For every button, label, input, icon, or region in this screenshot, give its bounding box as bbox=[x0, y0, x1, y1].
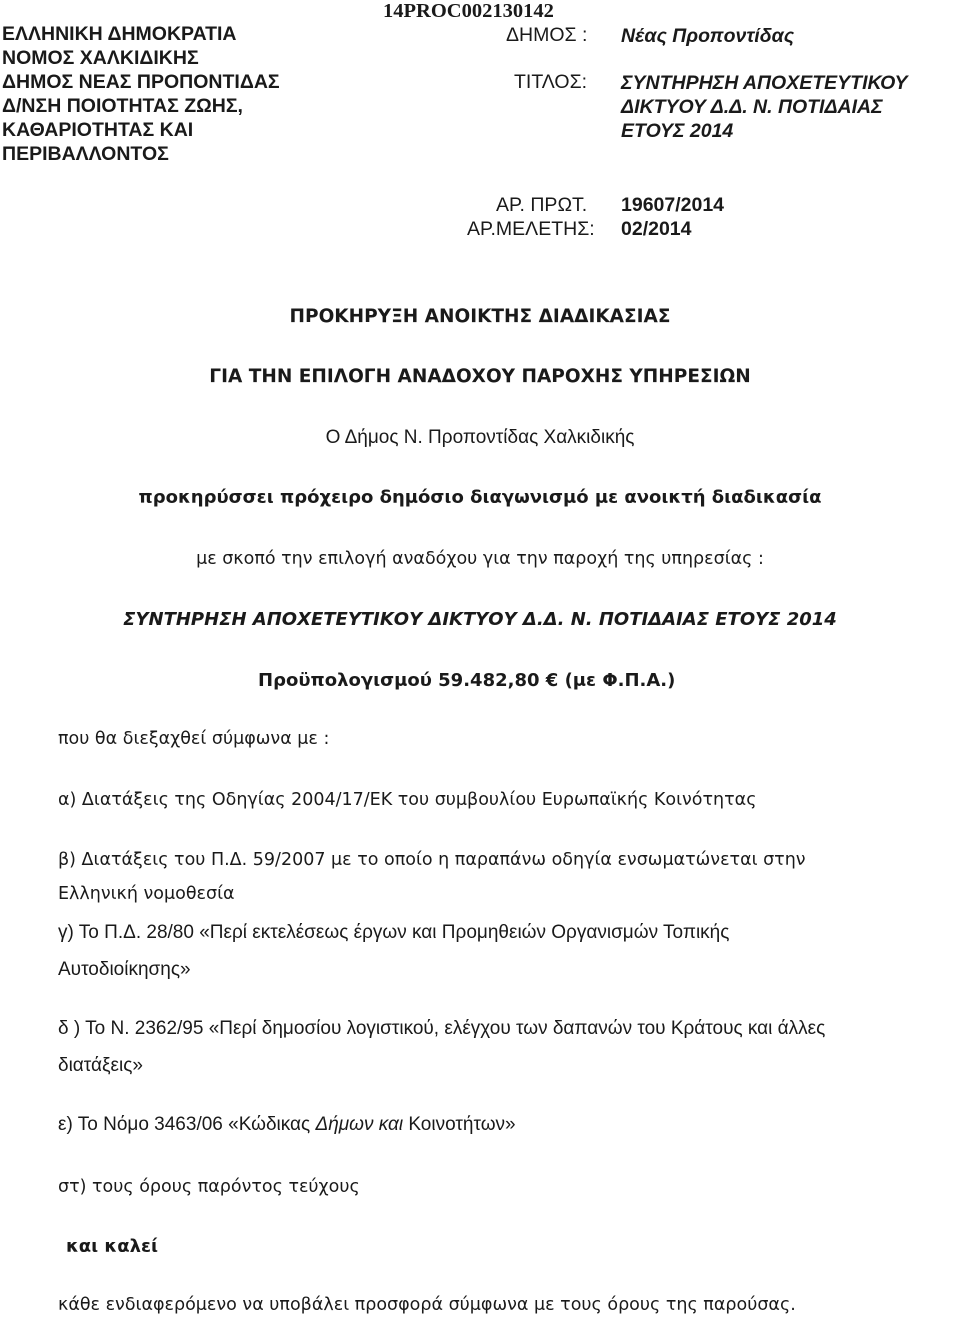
study-label: ΑΡ.ΜΕΛΕΤΗΣ: bbox=[467, 218, 595, 240]
title-value bbox=[621, 71, 908, 143]
invitation-heading: και καλεί bbox=[66, 1236, 159, 1257]
list-item: στ) τους όρους παρόντος τεύχους bbox=[58, 1177, 360, 1197]
protocol-label: ΑΡ. ΠΡΩΤ. bbox=[496, 194, 588, 216]
authority-line: ΝΟΜΟΣ ΧΑΛΚΙΔΙΚΗΣ bbox=[2, 47, 199, 69]
authority-line: ΚΑΘΑΡΙΟΤΗΤΑΣ ΚΑΙ bbox=[2, 119, 194, 141]
municipality-value: Νέας Προποντίδας bbox=[621, 25, 795, 47]
study-value: 02/2014 bbox=[621, 218, 692, 240]
list-item-continuation: Ελληνική νομοθεσία bbox=[58, 884, 235, 904]
list-item: α) Διατάξεις της Οδηγίας 2004/17/ΕΚ του συμβουλίου Ευρωπαϊκής Κοινότητας bbox=[58, 790, 757, 810]
authority-line: ΔΗΜΟΣ ΝΕΑΣ ΠΡΟΠΟΝΤΙΔΑΣ bbox=[2, 71, 280, 93]
announcement-line: προκηρύσσει πρόχειρο δημόσιο διαγωνισμό με ανοικτή διαδικασία bbox=[138, 487, 822, 508]
budget-line: Προϋπολογισμού 59.482,80 € (με Φ.Π.Α.) bbox=[258, 670, 676, 691]
list-item-continuation: Αυτοδιοίκησης» bbox=[58, 959, 191, 980]
list-item: β) Διατάξεις του Π.Δ. 59/2007 με το οποίο η παραπάνω οδηγία ενσωματώνεται στην bbox=[58, 850, 806, 870]
issuing-authority bbox=[2, 22, 280, 166]
closing-line: κάθε ενδιαφερόμενο να υποβάλει προσφορά σύμφωνα με τους όρους της παρούσας. bbox=[58, 1295, 796, 1315]
purpose-line: με σκοπό την επιλογή αναδόχου για την παροχή της υπηρεσίας : bbox=[196, 549, 764, 569]
title-line: ΔΙΚΤΥΟΥ Δ.Δ. Ν. ΠΟΤΙΔΑΙΑΣ bbox=[621, 96, 883, 118]
list-item-text: Κοινοτήτων» bbox=[403, 1114, 516, 1135]
list-item: γ) Το Π.Δ. 28/80 «Περί εκτελέσεως έργων και Προμηθειών Οργανισμών Τοπικής bbox=[58, 922, 730, 943]
title-label: ΤΙΤΛΟΣ: bbox=[514, 71, 588, 93]
authority-line: Δ/ΝΣΗ ΠΟΙΟΤΗΤΑΣ ΖΩΗΣ, bbox=[2, 95, 243, 117]
list-item bbox=[58, 1114, 516, 1136]
list-item-continuation: διατάξεις» bbox=[58, 1055, 143, 1076]
title-line: ΕΤΟΥΣ 2014 bbox=[621, 120, 734, 142]
municipality-line: Ο Δήμος Ν. Προποντίδας Χαλκιδικής bbox=[325, 427, 635, 448]
legal-basis-intro: που θα διεξαχθεί σύμφωνα με : bbox=[58, 729, 330, 749]
notice-heading: ΠΡΟΚΗΡΥΞΗ ΑΝΟΙΚΤΗΣ ΔΙΑΔΙΚΑΣΙΑΣ bbox=[289, 306, 671, 327]
list-item-italic-text: Δήμων και bbox=[315, 1114, 404, 1135]
notice-subheading: ΓΙΑ ΤΗΝ ΕΠΙΛΟΓΗ ΑΝΑΔΟΧΟΥ ΠΑΡΟΧΗΣ ΥΠΗΡΕΣΙΩΝ bbox=[209, 366, 751, 387]
authority-line: ΠΕΡΙΒΑΛΛΟΝΤΟΣ bbox=[2, 143, 169, 165]
service-title: ΣΥΝΤΗΡΗΣΗ ΑΠΟΧΕΤΕΥΤΙΚΟΥ ΔΙΚΤΥΟΥ Δ.Δ. Ν. ΠΟΤΙΔΑΙΑΣ ΕΤΟΥΣ 2014 bbox=[123, 609, 837, 630]
title-line: ΣΥΝΤΗΡΗΣΗ ΑΠΟΧΕΤΕΥΤΙΚΟΥ bbox=[621, 72, 908, 94]
authority-line: ΕΛΛΗΝΙΚΗ ΔΗΜΟΚΡΑΤΙΑ bbox=[2, 23, 237, 45]
list-item: δ ) Το Ν. 2362/95 «Περί δημοσίου λογιστικού, ελέγχου των δαπανών του Κράτους και άλλες bbox=[58, 1018, 826, 1039]
list-item-text: ε) Το Νόμο 3463/06 «Κώδικας bbox=[58, 1114, 316, 1135]
procurement-code: 14PROC002130142 bbox=[383, 0, 554, 22]
municipality-label: ΔΗΜΟΣ : bbox=[506, 24, 588, 46]
protocol-value: 19607/2014 bbox=[621, 194, 725, 216]
